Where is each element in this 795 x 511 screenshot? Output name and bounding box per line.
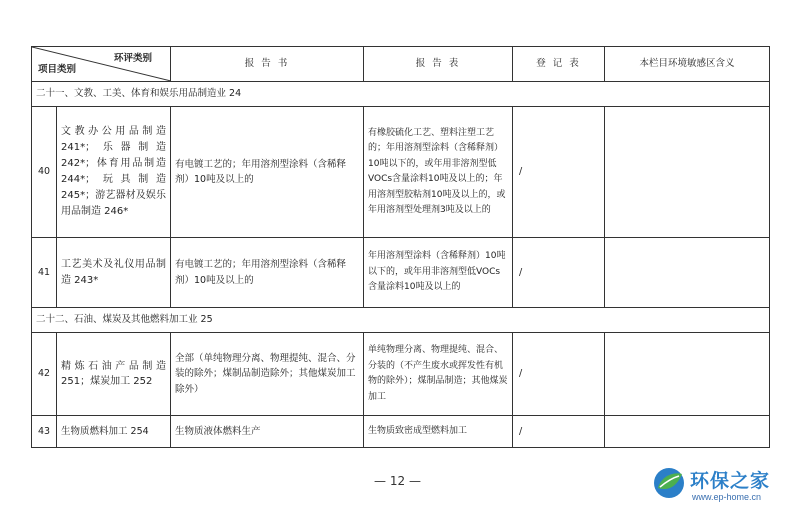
section-title: 二十一、文教、工美、体育和娱乐用品制造业 24 bbox=[32, 82, 770, 107]
project-category: 精炼石油产品制造251；煤炭加工 252 bbox=[57, 333, 171, 416]
table-row bbox=[32, 238, 770, 308]
register-cell: / bbox=[513, 333, 605, 416]
diagonal-header-cell bbox=[32, 47, 171, 82]
row-number: 42 bbox=[32, 333, 57, 416]
sensitive-area-cell bbox=[605, 333, 770, 416]
eia-category-table bbox=[31, 46, 770, 448]
report-book-cell: 有电镀工艺的；年用溶剂型涂料（含稀释剂）10吨及以上的 bbox=[171, 238, 364, 308]
sensitive-area-cell bbox=[605, 238, 770, 308]
table-row bbox=[32, 416, 770, 448]
report-form-cell: 有橡胶硫化工艺、塑料注塑工艺的；年用溶剂型涂料（含稀释剂）10吨以下的，或年用非溶剂型低VOCs含量涂料10吨及以上的；年用溶剂型胶粘剂10吨及以上的，或年用溶剂型处理剂3吨及以上的 bbox=[364, 107, 513, 238]
watermark-title: 环保之家 bbox=[690, 470, 771, 492]
diag-top-label: 环评类别 bbox=[113, 53, 152, 64]
report-book-cell: 生物质液体燃料生产 bbox=[171, 416, 364, 448]
project-category: 工艺美术及礼仪用品制造 243* bbox=[57, 238, 171, 308]
row-number: 40 bbox=[32, 107, 57, 238]
table-row bbox=[32, 333, 770, 416]
watermark-logo bbox=[652, 464, 792, 508]
sensitive-area-cell bbox=[605, 107, 770, 238]
diag-bottom-label: 项目类别 bbox=[38, 63, 77, 75]
section-title: 二十二、石油、煤炭及其他燃料加工业 25 bbox=[32, 308, 770, 333]
col-header-sensitive: 本栏目环境敏感区含义 bbox=[605, 47, 770, 82]
report-book-cell: 有电镀工艺的；年用溶剂型涂料（含稀释剂）10吨及以上的 bbox=[171, 107, 364, 238]
report-book-cell: 全部（单纯物理分离、物理提纯、混合、分装的除外；煤制品制造除外；其他煤炭加工除外） bbox=[171, 333, 364, 416]
table-header-row bbox=[32, 47, 770, 82]
page-number: — 12 — bbox=[374, 474, 421, 488]
sensitive-area-cell bbox=[605, 416, 770, 448]
report-form-cell: 单纯物理分离、物理提纯、混合、分装的（不产生废水或挥发性有机物的除外）；煤制品制造；其他煤炭加工 bbox=[364, 333, 513, 416]
register-cell: / bbox=[513, 107, 605, 238]
project-category: 生物质燃料加工 254 bbox=[57, 416, 171, 448]
report-form-cell: 年用溶剂型涂料（含稀释剂）10吨以下的，或年用非溶剂型低VOCs含量涂料10吨及以上的 bbox=[364, 238, 513, 308]
table-row bbox=[32, 107, 770, 238]
col-header-register: 登 记 表 bbox=[513, 47, 605, 82]
col-header-report-form: 报 告 表 bbox=[364, 47, 513, 82]
watermark-url: www.ep-home.cn bbox=[692, 492, 762, 502]
section-row bbox=[32, 82, 770, 107]
leaf-globe-icon bbox=[652, 466, 686, 500]
project-category: 文教办公用品制造241*；乐器制造242*；体育用品制造244*；玩具制造245*；游艺器材及娱乐用品制造 246* bbox=[57, 107, 171, 238]
register-cell: / bbox=[513, 416, 605, 448]
report-form-cell: 生物质致密成型燃料加工 bbox=[364, 416, 513, 448]
row-number: 43 bbox=[32, 416, 57, 448]
section-row bbox=[32, 308, 770, 333]
col-header-report-book: 报 告 书 bbox=[171, 47, 364, 82]
register-cell: / bbox=[513, 238, 605, 308]
row-number: 41 bbox=[32, 238, 57, 308]
